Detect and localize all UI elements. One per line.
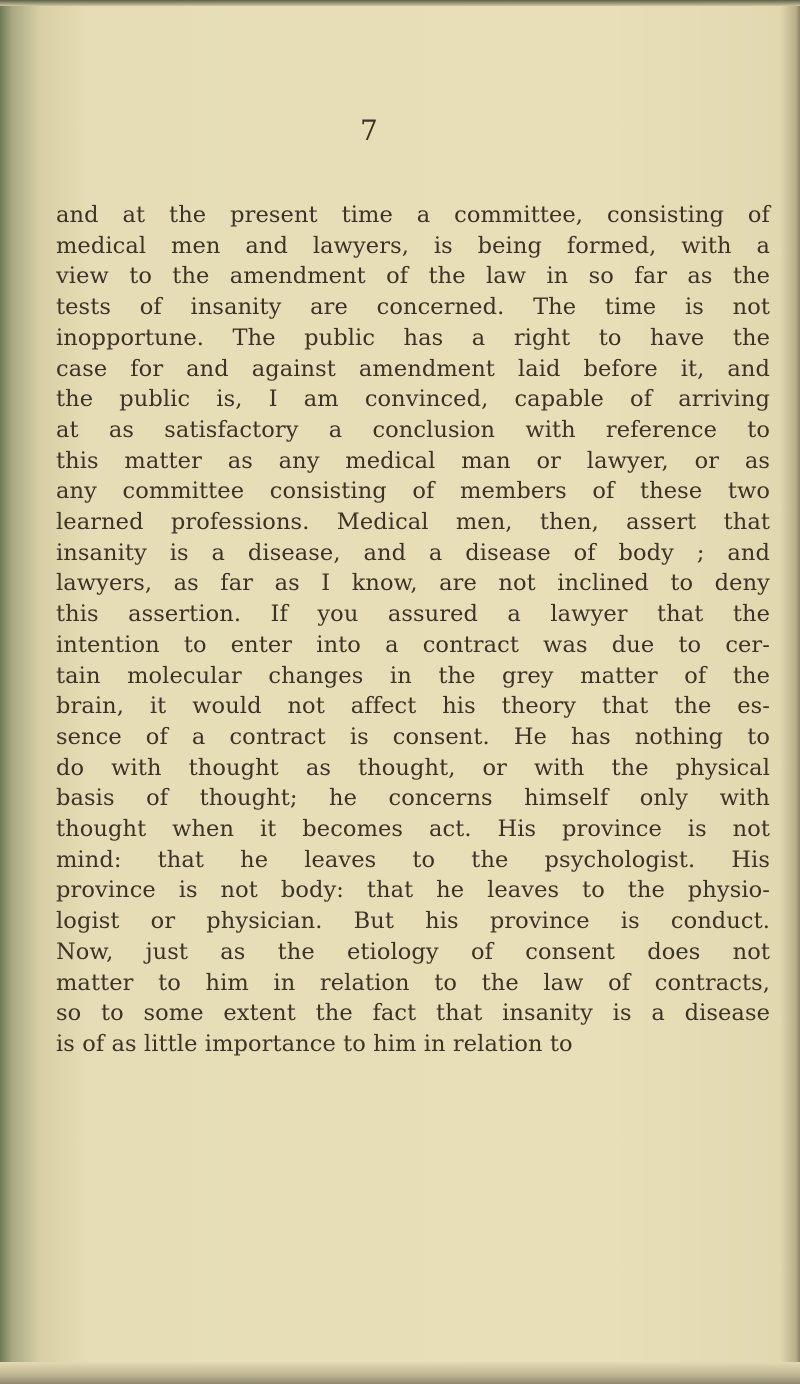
text-line: so to some extent the fact that insanity is a disease [56,1000,770,1027]
text-line: learned professions. Medical men, then, assert that [56,509,770,536]
text-line: tain molecular changes in the grey matter of the [56,662,770,689]
text-line: Now, just as the etiology of consent does not [56,938,770,965]
page-top-edge [0,0,800,6]
text-line: the public is, I am convinced, capable of arriving [56,386,770,413]
text-line: this assertion. If you assured a lawyer that the [56,601,770,628]
text-line: lawyers, as far as I know, are not inclined to deny [56,570,770,597]
text-line: mind: that he leaves to the psychologist. His [56,846,770,873]
text-line: province is not body: that he leaves to the physio- [56,877,770,904]
body-text [56,200,770,1060]
text-line: case for and against amendment laid before it, and [56,355,770,382]
text-line: this matter as any medical man or lawyer, or as [56,447,770,474]
text-line: intention to enter into a contract was due to cer- [56,631,770,658]
text-line: is of as little importance to him in relation to [56,1030,573,1057]
text-line: inopportune. The public has a right to have the [56,324,770,351]
page-number: 7 [360,114,378,147]
text-line: brain, it would not affect his theory that the es- [56,693,770,720]
text-line: basis of thought; he concerns himself only with [56,785,770,812]
text-line: do with thought as thought, or with the physical [56,754,770,781]
text-line: sence of a contract is consent. He has nothing to [56,723,770,750]
text-line: view to the amendment of the law in so far as the [56,263,770,290]
text-line: medical men and lawyers, is being formed, with a [56,232,770,259]
text-line: insanity is a disease, and a disease of body ; and [56,539,770,566]
text-line: at as satisfactory a conclusion with reference to [56,416,770,443]
text-line: tests of insanity are concerned. The time is not [56,294,770,321]
text-line: matter to him in relation to the law of contracts, [56,969,770,996]
text-line: logist or physician. But his province is conduct. [56,908,770,935]
page-bottom-edge [0,1362,800,1384]
text-line: and at the present time a committee, consisting of [56,202,770,228]
text-line: any committee consisting of members of these two [56,478,770,505]
text-line: thought when it becomes act. His province is not [56,816,770,843]
